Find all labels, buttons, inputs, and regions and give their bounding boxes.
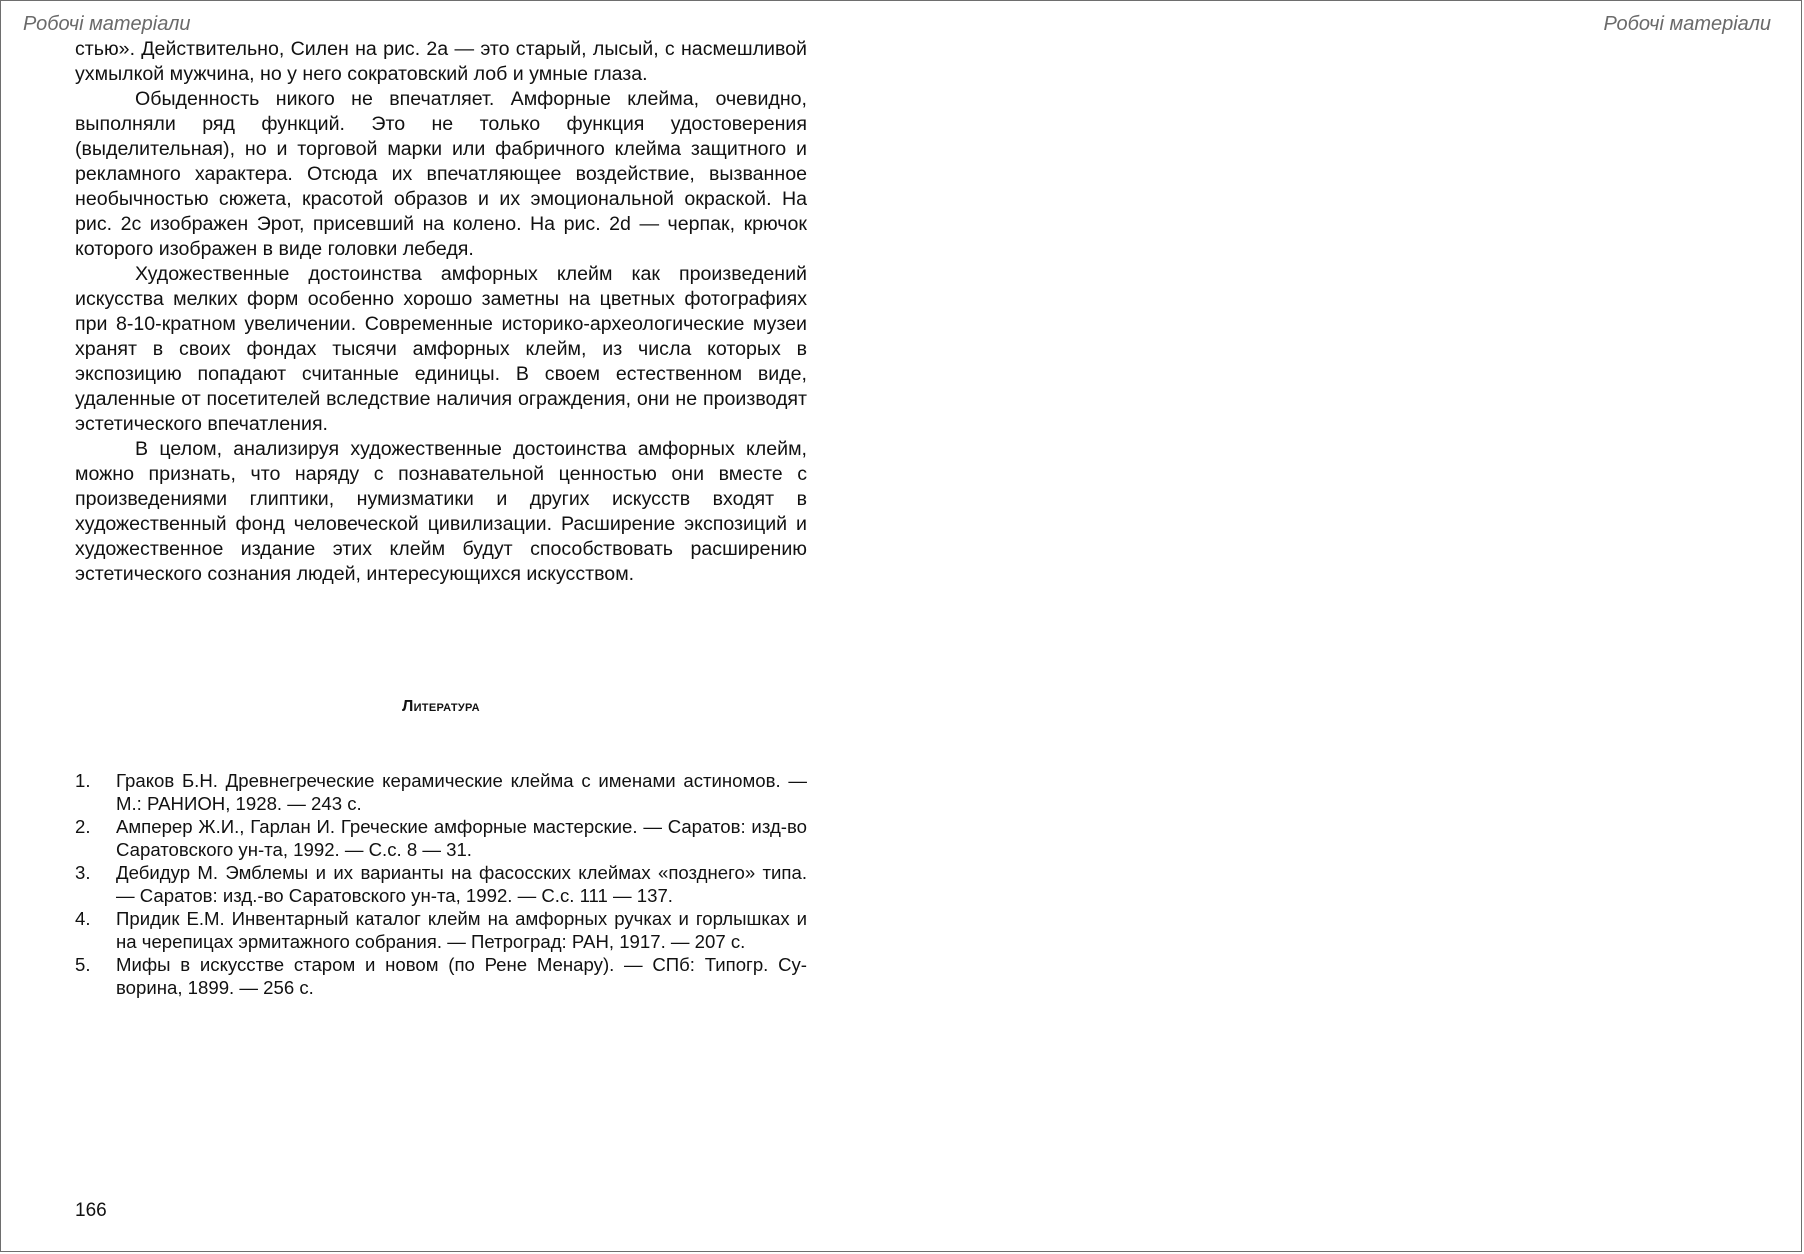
body-text (75, 37, 807, 587)
reference-number: 2. (75, 816, 91, 837)
reference-text: Мифы в искусстве старом и новом (по Рене Менару). — СПб: Типогр. Суворина, 1899. — 256 с. (116, 954, 807, 998)
reference-item (75, 769, 807, 815)
reference-item (75, 815, 807, 861)
reference-list (75, 769, 807, 999)
reference-number: 3. (75, 862, 91, 883)
reference-number: 5. (75, 954, 91, 975)
paragraph: Художественные достоинства амфорных клейм как произведений искусства мелких форм особенно хорошо заметны на цветных фотографиях при 8-10-кратном увеличении. Современные историко-археологические музеи хранят в своих фондах тысячи амфорных клейм, из числа которых в экспозицию попадают считанные единицы. В своем естественном виде, удаленные от посетителей вследствие наличия ограждения, они не производят эстетического впечатления. (75, 263, 807, 435)
literature-heading: Литература (402, 698, 480, 715)
page-number: 166 (75, 1200, 107, 1221)
reference-text: Амперер Ж.И., Гарлан И. Греческие амфорные мастерские. — Саратов: изд-во Саратовского ун-та, 1992. — С.с. 8 — 31. (116, 816, 807, 860)
reference-item (75, 907, 807, 953)
reference-text: Граков Б.Н. Древнегреческие керамические клейма с именами астиномов. — М.: РАНИОН, 1928. — 243 с. (116, 770, 807, 814)
reference-item (75, 861, 807, 907)
paragraph: В целом, анализируя художественные достоинства амфорных клейм, можно признать, что наряду с познавательной ценностью они вместе с произведениями глиптики, нумизматики и других искусств входят в художественный фонд человеческой цивилизации. Расширение экспозиций и художественное издание этих клейм будут способствовать расширению эстетического сознания людей, интересующихся искусством. (75, 438, 807, 585)
paragraph-continuation: стью». Действительно, Силен на рис. 2a — это старый, лысый, с насмешливой ухмылкой мужчина, но у него сократовский лоб и умные глаза. (75, 38, 807, 85)
paragraph: Обыденность никого не впечатляет. Амфорные клейма, очевидно, выполняли ряд функций. Это не только функция удостоверения (выделительная), но и торговой марки или фабричного клейма защитного и рекламного характера. Отсюда их впечатляющее воздействие, вызванное необычностью сюжета, красотой образов и их эмоциональной окраской. На рис. 2c изображен Эрот, присевший на колено. На рис. 2d — черпак, крючок которого изображен в виде головки лебедя. (75, 88, 807, 260)
running-header-left: Робочі матеріали (23, 13, 191, 35)
reference-number: 1. (75, 770, 91, 791)
reference-number: 4. (75, 908, 91, 929)
reference-item (75, 953, 807, 999)
running-header-right: Робочі матеріали (1603, 13, 1771, 35)
reference-text: Придик Е.М. Инвентарный каталог клейм на амфорных ручках и горлышках и на черепицах эрмитажного собрания. — Петроград: РАН, 1917. — 207 с. (116, 908, 807, 952)
reference-text: Дебидур М. Эмблемы и их варианты на фасосских клеймах «позднего» типа. — Саратов: изд.-во Саратовского ун-та, 1992. — С.с. 111 — 137. (116, 862, 807, 906)
